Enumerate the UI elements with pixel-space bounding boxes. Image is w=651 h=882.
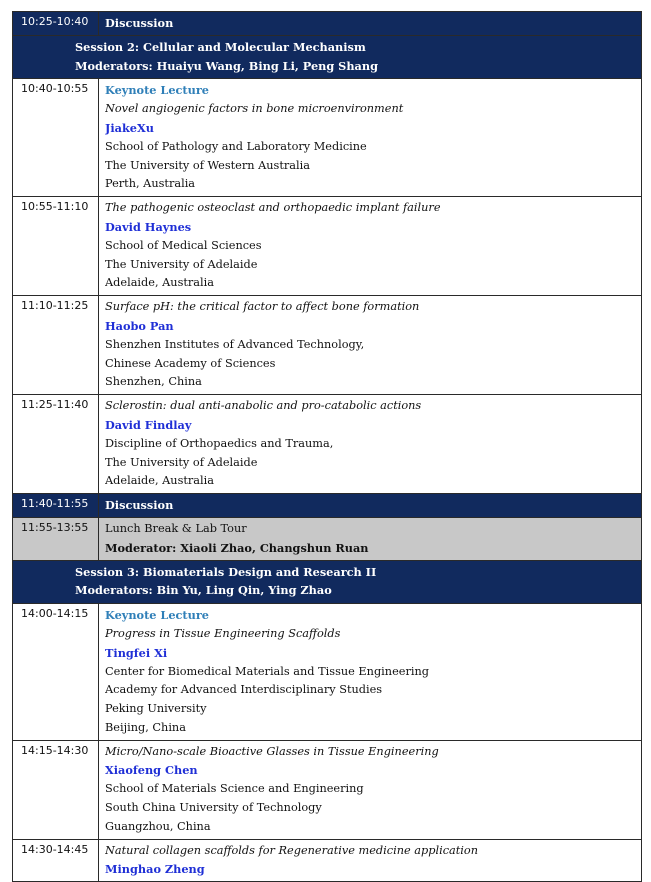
talk-title: Progress in Tissue Engineering Scaffolds	[105, 626, 341, 640]
time-slot: 10:40-10:55	[13, 79, 99, 197]
speaker-name: David Findlay	[105, 417, 192, 432]
session-title: Session 2: Cellular and Molecular Mechanism	[75, 39, 366, 54]
speaker-name: Minghao Zheng	[105, 862, 205, 877]
session-header-row	[13, 35, 642, 79]
time-slot: 11:55-13:55	[13, 517, 99, 560]
session-details	[99, 12, 642, 36]
session-moderators: Moderators: Bin Yu, Ling Qin, Ying Zhao	[75, 583, 332, 598]
talk-row	[13, 296, 642, 395]
talk-row	[13, 740, 642, 839]
affiliation-line: Shenzhen Institutes of Advanced Technology,	[105, 337, 365, 351]
speaker-name: Xiaofeng Chen	[105, 763, 198, 778]
affiliation-line: Adelaide, Australia	[105, 474, 215, 488]
affiliation-line: School of Materials Science and Engineering	[105, 782, 364, 796]
affiliation-line: Chinese Academy of Sciences	[105, 356, 276, 370]
affiliation-line: Academy for Advanced Interdisciplinary Studies	[105, 683, 383, 697]
talk-row	[13, 197, 642, 296]
speaker-name: Tingfei Xi	[105, 645, 168, 660]
keynote-label: Keynote Lecture	[105, 608, 209, 623]
affiliation-line: Perth, Australia	[105, 177, 196, 191]
affiliation-line: School of Pathology and Laboratory Medicine	[105, 139, 367, 153]
discussion-row	[13, 12, 642, 36]
time-slot: 10:25-10:40	[13, 12, 99, 36]
affiliation-line: School of Medical Sciences	[105, 238, 262, 252]
affiliation-line: Center for Biomedical Materials and Tissue Engineering	[105, 664, 429, 678]
talk-row	[13, 79, 642, 197]
affiliation-line: Lunch Break & Lab Tour	[105, 521, 247, 535]
talk-title: Surface pH: the critical factor to affect bone formation	[105, 300, 420, 314]
talk-title: Sclerostin: dual anti-anabolic and pro-catabolic actions	[105, 399, 422, 413]
session-details	[99, 79, 642, 197]
session-details	[99, 839, 642, 882]
discussion-label: Discussion	[105, 498, 174, 513]
session-title: Session 3: Biomaterials Design and Research II	[75, 564, 377, 579]
session-details	[99, 296, 642, 395]
speaker-name: Haobo Pan	[105, 318, 174, 333]
keynote-label: Keynote Lecture	[105, 83, 209, 98]
affiliation-line: The University of Adelaide	[105, 455, 258, 469]
session-header	[13, 560, 642, 604]
affiliation-line: Adelaide, Australia	[105, 276, 215, 290]
session-details	[99, 494, 642, 518]
talk-row	[13, 604, 642, 741]
talk-title: The pathogenic osteoclast and orthopaedic implant failure	[105, 201, 441, 215]
time-slot: 11:40-11:55	[13, 494, 99, 518]
session-header	[13, 35, 642, 79]
affiliation-line: South China University of Technology	[105, 801, 322, 815]
talk-title: Natural collagen scaffolds for Regenerative medicine application	[105, 843, 478, 857]
speaker-name: JiakeXu	[105, 120, 154, 135]
session-details	[99, 740, 642, 839]
talk-row	[13, 395, 642, 494]
time-slot: 14:30-14:45	[13, 839, 99, 882]
time-slot: 14:00-14:15	[13, 604, 99, 741]
talk-title: Novel angiogenic factors in bone microenvironment	[105, 102, 404, 116]
program-body	[13, 12, 642, 882]
program-table	[12, 11, 642, 882]
break-row	[13, 517, 642, 560]
talk-row	[13, 839, 642, 882]
session-details	[99, 517, 642, 560]
session-details	[99, 395, 642, 494]
session-details	[99, 604, 642, 741]
affiliation-line: Guangzhou, China	[105, 819, 211, 833]
affiliation-line: Discipline of Orthopaedics and Trauma,	[105, 436, 334, 450]
time-slot: 14:15-14:30	[13, 740, 99, 839]
affiliation-line: Shenzhen, China	[105, 375, 202, 389]
session-moderators: Moderators: Huaiyu Wang, Bing Li, Peng Shang	[75, 58, 378, 73]
time-slot: 11:10-11:25	[13, 296, 99, 395]
time-slot: 10:55-11:10	[13, 197, 99, 296]
affiliation-line: Beijing, China	[105, 720, 186, 734]
affiliation-line: Moderator: Xiaoli Zhao, Changshun Ruan	[105, 540, 369, 555]
talk-title: Micro/Nano-scale Bioactive Glasses in Tissue Engineering	[105, 744, 439, 758]
session-header-row	[13, 560, 642, 604]
affiliation-line: The University of Western Australia	[105, 158, 310, 172]
discussion-label: Discussion	[105, 16, 174, 30]
speaker-name: David Haynes	[105, 219, 192, 234]
time-slot: 11:25-11:40	[13, 395, 99, 494]
discussion-row	[13, 494, 642, 518]
affiliation-line: The University of Adelaide	[105, 257, 258, 271]
session-details	[99, 197, 642, 296]
affiliation-line: Peking University	[105, 702, 207, 716]
